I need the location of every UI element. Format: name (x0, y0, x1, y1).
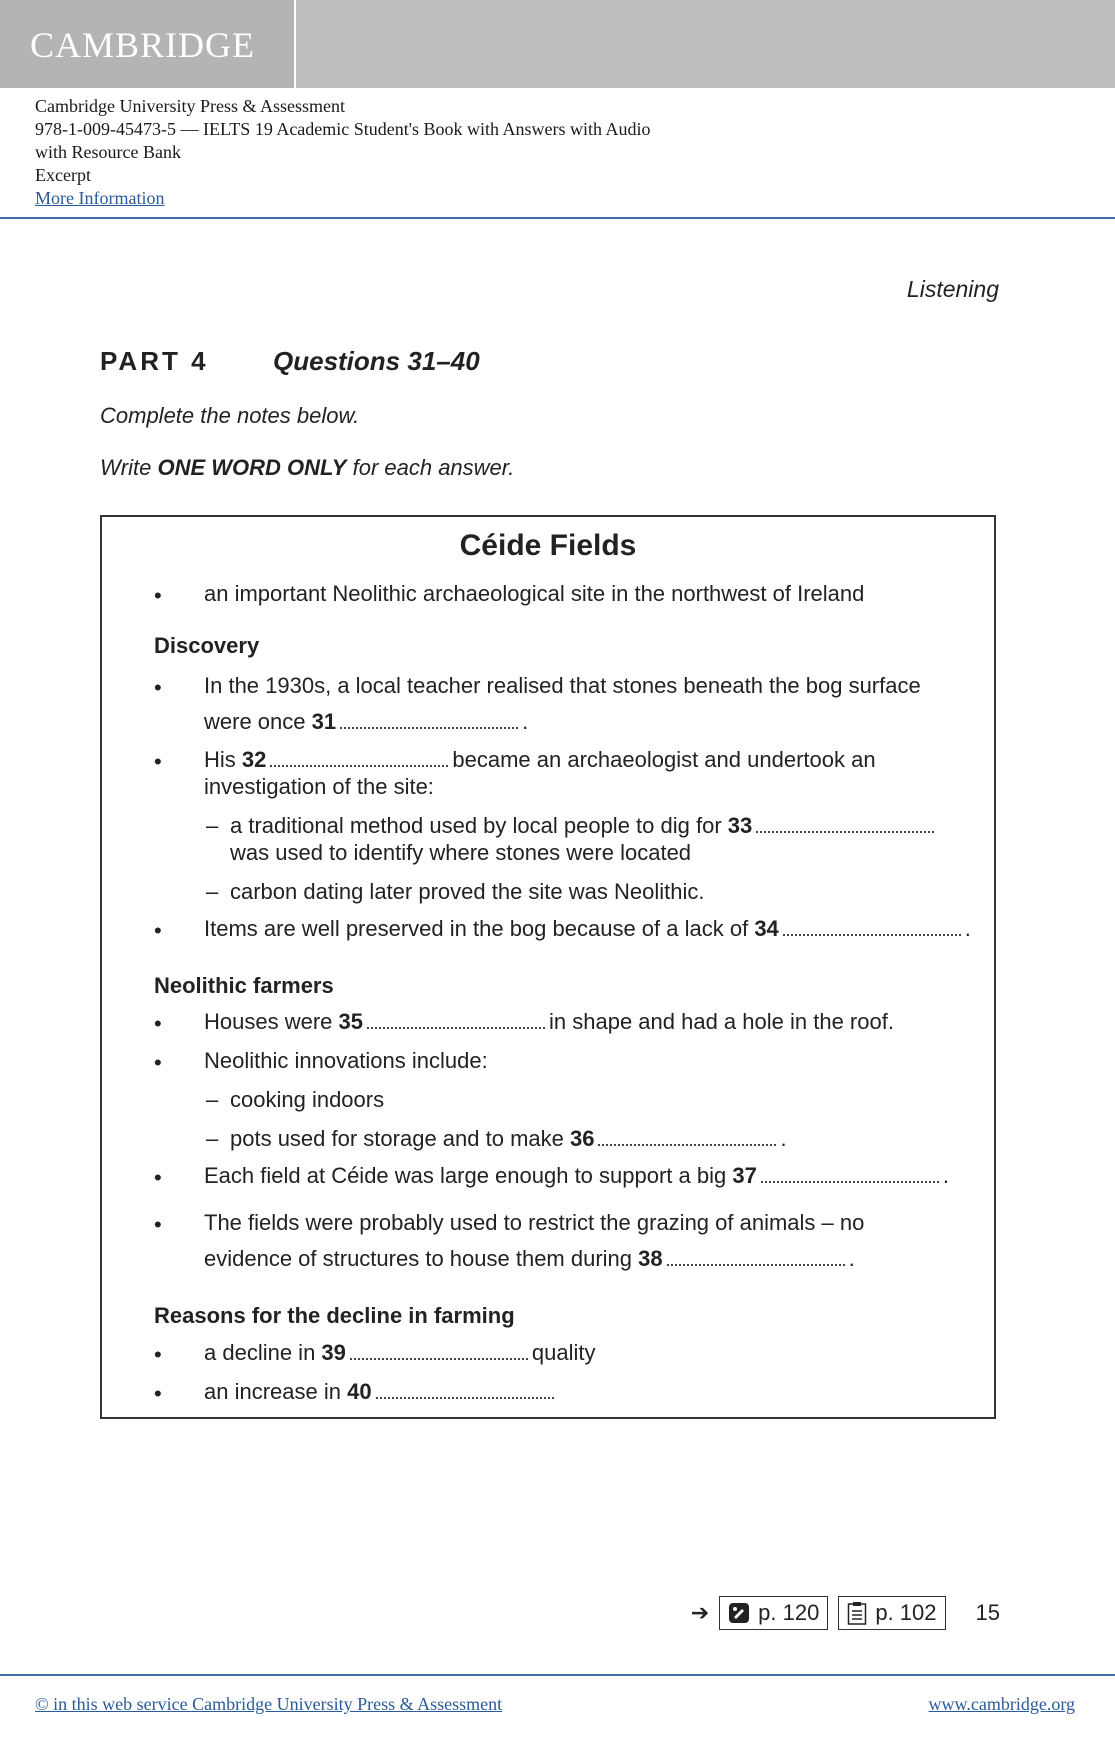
clipboard-icon (847, 1601, 867, 1625)
discovery-d1-line2: was used to identify where stones were located (230, 840, 692, 865)
discovery-d1-line1: a traditional method used by local people to dig for 33 (230, 813, 938, 839)
bullet: • (154, 1381, 162, 1406)
question-34-number: 34 (754, 916, 779, 941)
answer-key-page: p. 102 (875, 1600, 937, 1625)
question-33-number: 33 (727, 813, 753, 838)
discovery-d2: carbon dating later proved the site was Neolithic. (230, 879, 705, 904)
answer-blank-33[interactable] (756, 817, 934, 833)
farmers-d1: cooking indoors (230, 1087, 385, 1112)
logo-cell (0, 0, 296, 88)
answer-blank-39[interactable] (350, 1344, 528, 1360)
audio-script-reference[interactable] (719, 1596, 828, 1630)
bullet: • (154, 749, 162, 774)
question-32-number: 32 (241, 747, 267, 772)
discovery-b3: Items are well preserved in the bog because of a lack of 34 . (204, 916, 971, 941)
discovery-heading: Discovery (154, 633, 260, 658)
discovery-b2-line1: His 32 became an archaeologist and undertook an (204, 747, 876, 772)
dash: – (206, 879, 219, 904)
questions-range: Questions 31–40 (273, 346, 480, 376)
dash: – (206, 1126, 219, 1151)
discovery-b2-line2: investigation of the site: (204, 774, 434, 799)
farmers-b1: Houses were 35 in shape and had a hole in the roof. (204, 1009, 894, 1034)
bullet: • (154, 583, 162, 608)
instruction-2: Write ONE WORD ONLY for each answer. (100, 455, 515, 480)
instruction-1: Complete the notes below. (100, 403, 360, 428)
dash: – (206, 1087, 219, 1112)
farmers-heading: Neolithic farmers (154, 973, 334, 998)
answer-blank-40[interactable] (376, 1383, 554, 1399)
decline-b2: an increase in 40 (204, 1379, 558, 1405)
bullet: • (154, 918, 162, 943)
intro-text: an important Neolithic archaeological site in the northwest of Ireland (204, 581, 865, 606)
question-39-number: 39 (321, 1340, 346, 1365)
publisher: Cambridge University Press & Assessment (35, 96, 345, 116)
farmers-b4-line2: evidence of structures to house them during 38 . (204, 1246, 855, 1271)
isbn-title-cont: with Resource Bank (35, 142, 181, 162)
answer-blank-31[interactable] (340, 713, 518, 729)
more-information-link[interactable]: More Information (35, 188, 165, 208)
part-heading (100, 346, 480, 377)
farmers-b3: Each field at Céide was large enough to support a big 37 . (204, 1163, 949, 1188)
question-31-number: 31 (311, 709, 337, 734)
page-number: 15 (975, 1600, 1000, 1625)
header-bar (0, 0, 1115, 88)
farmers-d2: pots used for storage and to make 36 . (230, 1126, 787, 1151)
answer-blank-38[interactable] (667, 1250, 845, 1266)
discovery-b1-line1: In the 1930s, a local teacher realised that stones beneath the bog surface (204, 673, 921, 698)
excerpt-label: Excerpt (35, 165, 91, 185)
book-metadata (35, 95, 651, 210)
bullet: • (154, 1212, 162, 1237)
question-38-number: 38 (638, 1246, 663, 1271)
bullet: • (154, 675, 162, 700)
bullet: • (154, 1342, 162, 1367)
question-35-number: 35 (338, 1009, 363, 1034)
footer-divider (0, 1674, 1115, 1676)
answer-blank-36[interactable] (598, 1130, 776, 1146)
answer-blank-32[interactable] (270, 751, 448, 767)
answer-key-reference[interactable] (838, 1596, 945, 1630)
question-36-number: 36 (569, 1126, 595, 1151)
decline-b1: a decline in 39 quality (204, 1340, 596, 1365)
farmers-b2: Neolithic innovations include: (204, 1048, 488, 1073)
page-navigation (691, 1596, 1000, 1630)
header-divider (0, 217, 1115, 219)
audio-script-page: p. 120 (758, 1600, 820, 1625)
bullet: • (154, 1050, 162, 1075)
farmers-b4-line1: The fields were probably used to restrict the grazing of animals – no (204, 1210, 865, 1235)
answer-blank-34[interactable] (783, 920, 961, 936)
notes-title: Céide Fields (459, 529, 637, 562)
website-link[interactable]: www.cambridge.org (928, 1694, 1075, 1714)
part-label: PART 4 (100, 346, 209, 376)
bullet: • (154, 1165, 162, 1190)
arrow-right-icon: ➔ (690, 1600, 710, 1625)
isbn-title: 978-1-009-45473-5 — IELTS 19 Academic Student's Book with Answers with Audio (35, 119, 651, 139)
audio-script-icon (728, 1602, 750, 1624)
cambridge-logo: CAMBRIDGE (30, 25, 256, 65)
answer-blank-35[interactable] (367, 1013, 545, 1029)
question-40-number: 40 (347, 1379, 372, 1404)
copyright-link[interactable]: © in this web service Cambridge University Press & Assessment (35, 1694, 503, 1714)
decline-heading: Reasons for the decline in farming (154, 1303, 515, 1328)
question-37-number: 37 (732, 1163, 757, 1188)
discovery-b1-line2: were once 31 . (204, 709, 529, 734)
notes-box (100, 515, 996, 1419)
answer-blank-37[interactable] (761, 1167, 939, 1183)
bullet: • (154, 1011, 162, 1036)
section-label: Listening (906, 276, 999, 302)
dash: – (206, 813, 219, 838)
